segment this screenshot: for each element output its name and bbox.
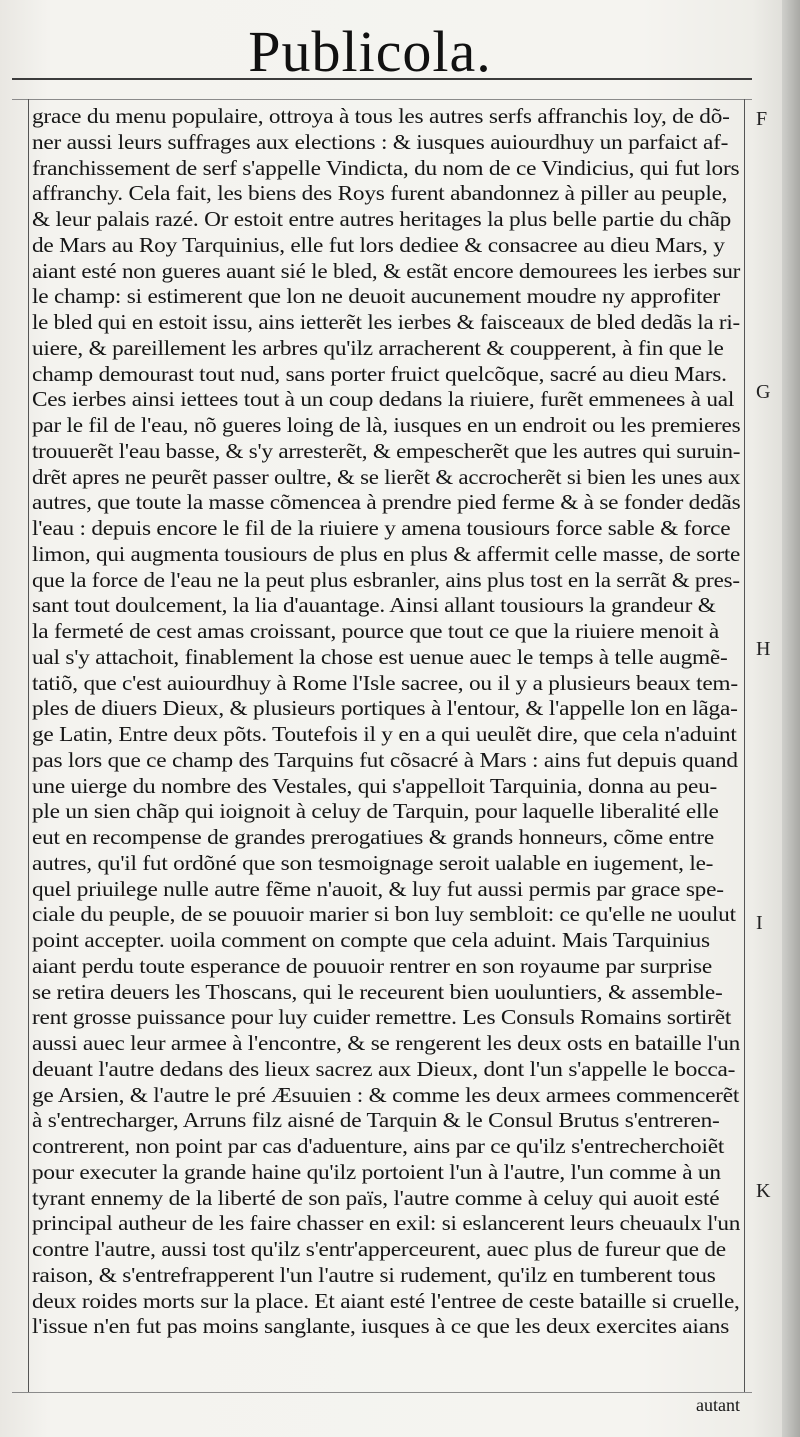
- text-line: autres, que toute la masse cõmencea à prendre pied ferme & à se fonder dedãs: [32, 491, 741, 515]
- text-line: aussi auec leur armee à l'encontre, & se rengerent les deux osts en bataille l'un: [32, 1032, 741, 1055]
- text-line: champ demourast tout nud, sans porter fruict quelcõque, sacré au dieu Mars.: [32, 362, 727, 386]
- margin-letter-g: G: [756, 381, 771, 403]
- text-line: Ces ierbes ainsi iettees tout à un coup dedans la riuiere, furẽt emmenees à ual: [32, 388, 735, 412]
- text-line: point accepter. uoila comment on compte que cela aduint. Mais Tarquinius: [32, 929, 710, 952]
- text-line: par le fil de l'eau, nõ gueres loing de là, iusques en un endroit ou les premieres: [32, 414, 741, 437]
- text-line: une uierge du nombre des Vestales, qui s'appelloit Tarquinia, donna au peu-: [32, 774, 718, 798]
- frame-rule-left: [28, 99, 29, 1392]
- text-line: le champ: si estimerent que lon ne deuoit aucunement moudre ny approfiter: [32, 285, 721, 309]
- text-line: tatiõ, que c'est auiourdhuy à Rome l'Isle sacree, ou il y a plusieurs beaux tem-: [32, 671, 738, 695]
- text-line: quel priuilege nulle autre fẽme n'auoit, & luy fut aussi permis par grace spe-: [32, 877, 724, 901]
- text-line: contre l'autre, aussi tost qu'ilz s'entr'apperceurent, auec plus de fureur que de: [32, 1238, 726, 1261]
- text-line: aiant esté non gueres auant sié le bled, & estãt encore demourees les ierbes sur: [32, 259, 741, 283]
- margin-letter-k: K: [756, 1180, 771, 1202]
- frame-rule-bottom: [12, 1392, 752, 1393]
- text-line: l'eau : depuis encore le fil de la riuiere y amena tousiours force sable & force: [32, 517, 731, 540]
- text-line: trouuerẽt l'eau basse, & s'y arresterẽt, & empescherẽt que les autres qui suruin-: [32, 439, 741, 463]
- running-head: Publicola.: [248, 19, 492, 84]
- text-line: affranchy. Cela fait, les biens des Roys furent abandonnez à piller au peuple,: [32, 182, 728, 206]
- text-line: le bled qui en estoit issu, ains ietterẽt les ierbes & faisceaux de bled dedãs la ri-: [32, 311, 740, 334]
- text-line: grace du menu populaire, ottroya à tous les autres serfs affranchis loy, de dõ-: [32, 105, 730, 128]
- text-line: tyrant ennemy de la liberté de son païs, l'autre comme à celuy qui auoit esté: [32, 1186, 720, 1210]
- text-line: rent grosse puissance pour luy cuider remettre. Les Consuls Romains sortirẽt: [32, 1006, 732, 1030]
- catchword: autant: [696, 1395, 740, 1415]
- text-line: la fermeté de cest amas croissant, pource que tout ce que la riuiere menoit à: [32, 620, 720, 643]
- text-line: aiant perdu toute esperance de pouuoir rentrer en son royaume par surprise: [32, 954, 712, 978]
- text-line: limon, qui augmenta tousiours de plus en plus & affermit celle masse, de sorte: [32, 542, 741, 566]
- text-line: principal autheur de les faire chasser en exil: si eslancerent leurs cheuaulx l'un: [32, 1212, 741, 1236]
- text-line: ples de diuers Dieux, & plusieurs portiques à l'entour, & l'appelle lon en lãga-: [32, 697, 738, 721]
- text-line: [32, 1340, 740, 1366]
- text-line: ual s'y attachoit, finablement la chose est uenue auec le temps à telle augmẽ-: [32, 645, 728, 669]
- text-line: de Mars au Roy Tarquinius, elle fut lors dediee & consacree au dieu Mars, y: [32, 233, 725, 257]
- text-line: deuant l'autre dedans des lieux sacrez aux Dieux, dont l'un s'appelle le bocca-: [32, 1057, 736, 1081]
- text-line: que la force de l'eau ne la peut plus esbranler, ains plus tost en la serrãt & pres-: [32, 568, 740, 592]
- margin-letter-f: F: [756, 108, 768, 130]
- text-line: l'issue n'en fut pas moins sanglante, iusques à ce que les deux exercites aians: [32, 1315, 730, 1339]
- text-line: pour executer la grande haine qu'ilz portoient l'un à l'autre, l'un comme à un: [32, 1160, 721, 1184]
- text-line: contrerent, non point par cas d'aduenture, ains par ce qu'ilz s'entrecherchoiẽt: [32, 1135, 725, 1158]
- text-line: drẽt apres ne peurẽt passer oultre, & se lierẽt & accrocherẽt si bien les unes aux: [32, 465, 741, 489]
- text-line: uiere, & pareillement les arbres qu'ilz arracherent & coupperent, à fin que le: [32, 336, 724, 360]
- text-line: pas lors que ce champ des Tarquins fut cõsacré à Mars : ains fut depuis quand: [32, 748, 738, 772]
- text-line: eut en recompense de grandes prerogatiues & grands honneurs, cõme entre: [32, 826, 714, 849]
- text-line: ple un sien chãp qui ioignoit à celuy de Tarquin, pour laquelle liberalité elle: [32, 800, 719, 824]
- text-line: ge Arsien, & l'autre le pré Æsuuien : & comme les deux armees commencerẽt: [32, 1083, 740, 1107]
- margin-letter-h: H: [756, 638, 771, 660]
- text-line: ner aussi leurs suffrages aux elections : & iusques auiourdhuy un parfaict af-: [32, 130, 729, 154]
- text-line: raison, & s'entrefrapperent l'un l'autre si rudement, qu'ilz en tumberent tous: [32, 1263, 716, 1287]
- text-line: deux roides morts sur la place. Et aiant esté l'entree de ceste bataille si cruelle,: [32, 1289, 740, 1313]
- text-line: ciale du peuple, de se pouuoir marier si bon luy sembloit: ce qu'elle ne uoulut: [32, 903, 736, 927]
- text-line: autres, qu'il fut ordõné que son tesmoignage seroit ualable en iugement, le-: [32, 851, 714, 875]
- text-block: [32, 104, 740, 1366]
- header-rule: [12, 78, 752, 80]
- text-line: à s'entrecharger, Arruns filz aisné de Tarquin & le Consul Brutus s'entreren-: [32, 1109, 720, 1133]
- margin-letter-i: I: [756, 912, 763, 934]
- text-line: & leur palais razé. Or estoit entre autres heritages la plus belle partie du chãp: [32, 208, 732, 231]
- frame-rule-top: [12, 99, 752, 100]
- text-line: sant tout doulcement, la lia d'auantage. Ainsi allant tousiours la grandeur &: [32, 594, 716, 618]
- text-line: se retira deuers les Thoscans, qui le receurent bien uouluntiers, & assemble-: [32, 980, 723, 1004]
- text-line: ge Latin, Entre deux põts. Toutefois il y en a qui ueulẽt dire, que cela n'aduint: [32, 723, 737, 746]
- text-line: franchissement de serf s'appelle Vindicta, du nom de ce Vindicius, qui fut lors: [32, 156, 740, 180]
